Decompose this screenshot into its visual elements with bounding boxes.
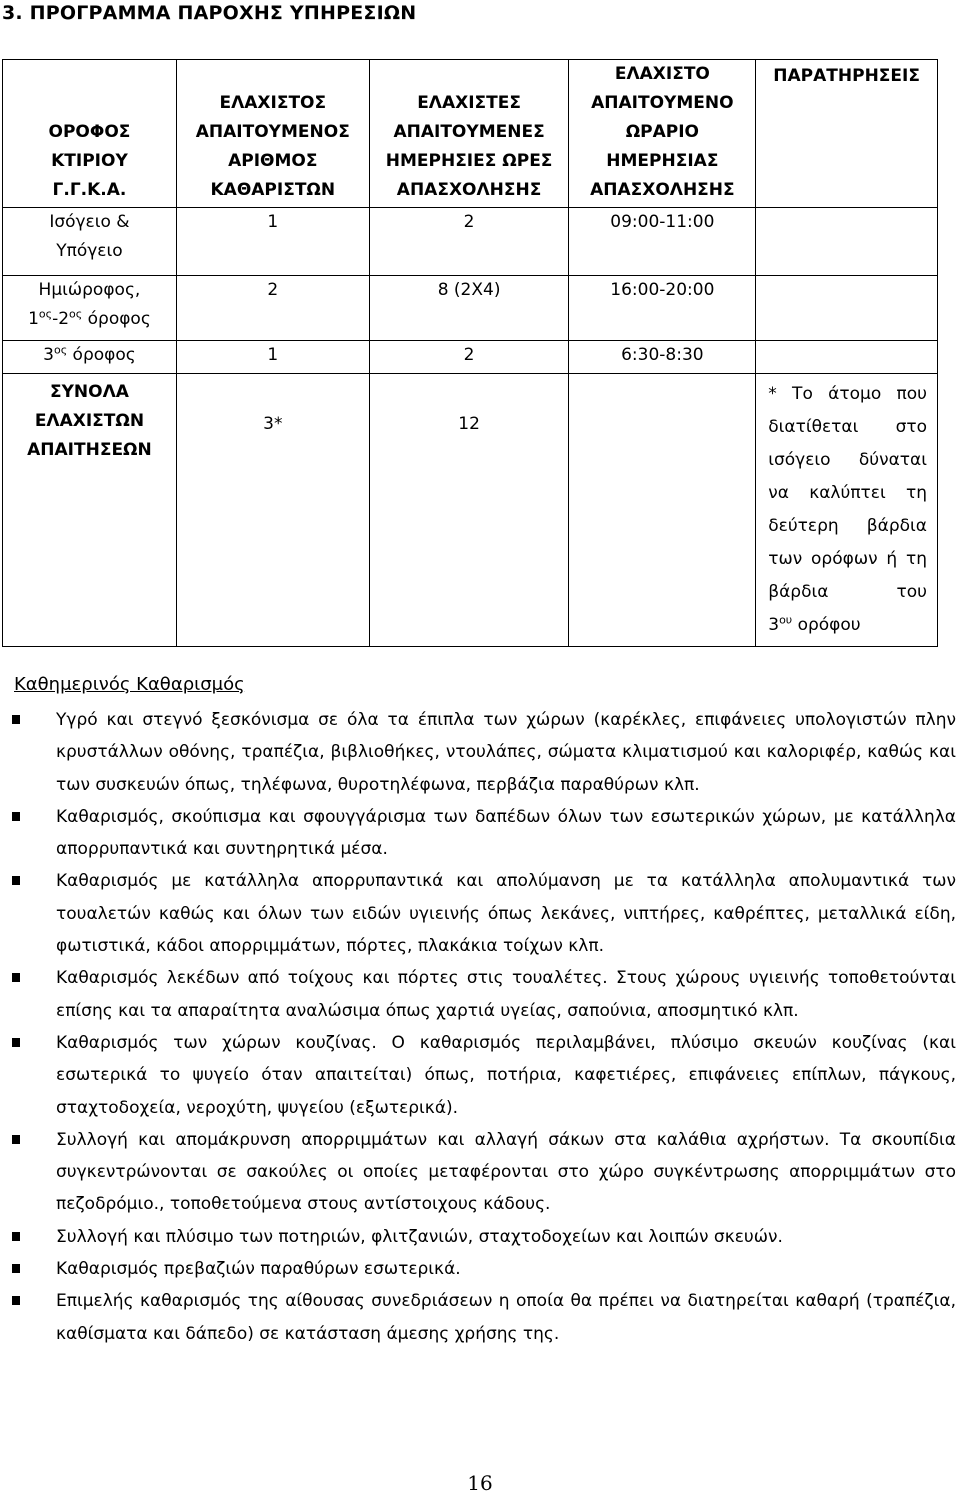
notes-cell <box>756 208 938 276</box>
square-bullet-icon <box>12 973 20 982</box>
header-floor: ΟΡΟΦΟΣ ΚΤΙΡΙΟΥ Γ.Γ.Κ.Α. <box>3 60 177 208</box>
task-text: Καθαρισμός με κατάλληλα απορρυπαντικά και απολύμανση με τα κατάλληλα απολυμαντικά των τουαλετών καθώς και όλων των ειδών υγιεινής όπως λεκάνες, νιπτήρες, καθρέπτες, μεταλλικά είδη, φωτιστικά, κάδοι απορριμμάτων, πόρτες, πλακάκια τοίχων κλπ. <box>56 871 956 957</box>
table-row <box>3 276 938 341</box>
section-title: 3. ΠΡΟΓΡΑΜΜΑ ΠΑΡΟΧΗΣ ΥΠΗΡΕΣΙΩΝ <box>2 2 417 24</box>
list-item <box>0 801 958 866</box>
list-item <box>0 865 958 962</box>
hours-cell: 2 <box>369 208 569 276</box>
square-bullet-icon <box>12 1264 20 1273</box>
schedule-cell: 09:00-11:00 <box>569 208 756 276</box>
task-text: Συλλογή και πλύσιμο των ποτηριών, φλιτζανιών, σταχτοδοχείων και λοιπών σκευών. <box>56 1226 783 1247</box>
list-item <box>0 704 958 801</box>
daily-cleaning-heading: Καθημερινός Καθαρισμός <box>14 674 245 695</box>
square-bullet-icon <box>12 1232 20 1241</box>
floor-cell: $3^{o\varsigma}$ όροφος <box>3 341 177 374</box>
floor-cell: Ισόγειο & Υπόγειο <box>3 208 177 276</box>
task-text: Καθαρισμός, σκούπισμα και σφουγγάρισμα των δαπέδων όλων των εσωτερικών χώρων, με κατάλληλα απορρυπαντικά και συντηρητικά μέσα. <box>56 806 956 860</box>
header-hours: ΕΛΑΧΙΣΤΕΣ ΑΠΑΙΤΟΥΜΕΝΕΣ ΗΜΕΡΗΣΙΕΣ ΩΡΕΣ ΑΠΑΣΧΟΛΗΣΗΣ <box>369 60 569 208</box>
square-bullet-icon <box>12 1135 20 1144</box>
header-schedule: ΕΛΑΧΙΣΤΟ ΑΠΑΙΤΟΥΜΕΝΟ ΩΡΑΡΙΟ ΗΜΕΡΗΣΙΑΣ ΑΠΑΣΧΟΛΗΣΗΣ <box>569 60 756 208</box>
schedule-cell: 16:00-20:00 <box>569 276 756 341</box>
task-list <box>0 704 958 1350</box>
totals-schedule <box>569 374 756 647</box>
square-bullet-icon <box>12 876 20 885</box>
totals-note <box>756 374 938 647</box>
task-text: Καθαρισμός πρεβαζιών παραθύρων εσωτερικά. <box>56 1259 461 1280</box>
header-cleaners: ΕΛΑΧΙΣΤΟΣ ΑΠΑΙΤΟΥΜΕΝΟΣ ΑΡΙΘΜΟΣ ΚΑΘΑΡΙΣΤΩΝ <box>176 60 369 208</box>
service-schedule-table <box>2 59 938 647</box>
square-bullet-icon <box>12 1296 20 1305</box>
square-bullet-icon <box>12 715 20 724</box>
hours-cell: 8 (2Χ4) <box>369 276 569 341</box>
notes-cell <box>756 341 938 374</box>
task-text: Καθαρισμός των χώρων κουζίνας. Ο καθαρισμός περιλαμβάνει, πλύσιμο σκευών κουζίνας (και εσωτερικά το ψυγείο όταν απαιτείται) όπως, ποτήρια, καφετιέρες, επιφάνειες επίπλων, πάγκους, σταχτοδοχεία, νεροχύτη, ψυγείου (εξωτερικά). <box>56 1032 956 1118</box>
schedule-cell: 6:30-8:30 <box>569 341 756 374</box>
page-number: 16 <box>467 1471 493 1495</box>
table-row <box>3 341 938 374</box>
list-item <box>0 1285 958 1350</box>
list-item <box>0 1221 958 1253</box>
square-bullet-icon <box>12 812 20 821</box>
totals-label: ΣΥΝΟΛΑ ΕΛΑΧΙΣΤΩΝ ΑΠΑΙΤΗΣΕΩΝ <box>3 374 177 647</box>
list-item <box>0 1027 958 1124</box>
totals-row <box>3 374 938 647</box>
table-header-row <box>3 60 938 208</box>
note-last-line: $3^{o\upsilon}$ ορόφου <box>768 613 861 635</box>
floor-line-2: $1^{o\varsigma}-2^{o\varsigma}$ όροφος <box>28 307 151 329</box>
cleaners-cell: 1 <box>176 341 369 374</box>
cleaners-cell: 2 <box>176 276 369 341</box>
task-text: Συλλογή και απομάκρυνση απορριμμάτων και αλλαγή σάκων στα καλάθια αχρήστων. Τα σκουπίδια συγκεντρώνονται σε σακούλες οι οποίες μεταφέρονται στο χώρο συγκέντρωσης απορριμμάτων στο πεζοδρόμιο., τοποθετούμενα στους αντίστοιχους κάδους. <box>56 1129 956 1215</box>
task-text: Υγρό και στεγνό ξεσκόνισμα σε όλα τα έπιπλα των χώρων (καρέκλες, επιφάνειες υπολογιστών πλην κρυστάλλων οθόνης, τραπέζια, βιβλιοθήκες, ντουλάπες, σώματα κλιματισμού και καλοριφέρ, καθώς και των συσκευών όπως, τηλέφωνα, θυροτηλέφωνα, περβάζια παραθύρων κλπ. <box>56 710 956 795</box>
table-row <box>3 208 938 276</box>
note-text: * Το άτομο που διατίθεται στο ισόγειο δύναται να καλύπτει τη δεύτερη βάρδια των ορόφων ή τη βάρδια του <box>768 384 927 602</box>
list-item <box>0 962 958 1027</box>
list-item <box>0 1253 958 1285</box>
task-text: Επιμελής καθαρισμός της αίθουσας συνεδριάσεων η οποία θα πρέπει να διατηρείται καθαρή (τραπέζια, καθίσματα και δάπεδο) σε κατάσταση άμεσης χρήσης της. <box>56 1291 956 1344</box>
floor-line-1: Ημιώροφος, <box>38 280 141 300</box>
list-item <box>0 1124 958 1221</box>
header-notes: ΠΑΡΑΤΗΡΗΣΕΙΣ <box>756 60 938 208</box>
square-bullet-icon <box>12 1038 20 1047</box>
totals-hours: 12 <box>369 374 569 647</box>
floor-cell <box>3 276 177 341</box>
task-text: Καθαρισμός λεκέδων από τοίχους και πόρτες στις τουαλέτες. Στους χώρους υγιεινής τοποθετούνται επίσης και τα απαραίτητα αναλώσιμα όπως χαρτιά υγείας, σαπούνια, αποσμητικό κλπ. <box>56 968 956 1021</box>
cleaners-cell: 1 <box>176 208 369 276</box>
hours-cell: 2 <box>369 341 569 374</box>
totals-cleaners: 3* <box>176 374 369 647</box>
notes-cell <box>756 276 938 341</box>
